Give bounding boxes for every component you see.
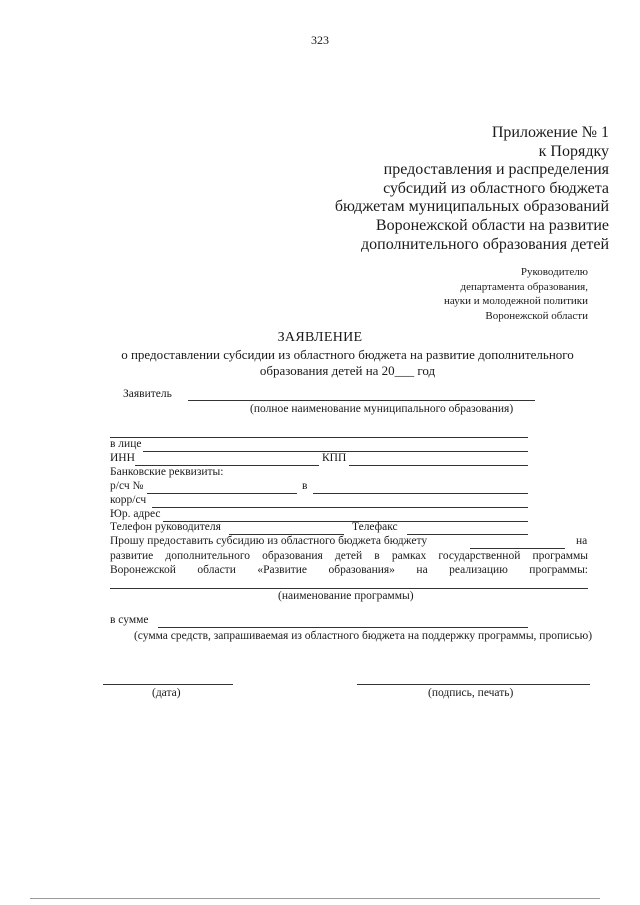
- addressee-line: науки и молодежной политики: [444, 295, 588, 307]
- corr-field[interactable]: [152, 507, 528, 508]
- statement-title: ЗАЯВЛЕНИЕ: [277, 330, 363, 345]
- statement-subtitle: о предоставлении субсидии из областного бюджета на развитие дополнительного образования детей на 20___ год: [121, 347, 574, 378]
- phone-label: Телефон руководителя: [110, 521, 221, 533]
- program-hint: (наименование программы): [278, 590, 414, 602]
- sum-label: в сумме: [110, 614, 149, 626]
- addressee-block: [444, 265, 588, 323]
- account-label: р/сч №: [110, 480, 144, 492]
- page-bottom-divider: [30, 898, 600, 899]
- bank-label: Банковские реквизиты:: [110, 466, 224, 478]
- appendix-line: предоставления и распределения: [383, 161, 609, 179]
- applicant-label: Заявитель: [123, 388, 172, 400]
- bank-name-field[interactable]: [313, 493, 528, 494]
- kpp-label: КПП: [322, 452, 347, 464]
- page-number: 323: [311, 33, 329, 47]
- sum-hint: (сумма средств, запрашиваемая из областного бюджета на поддержку программы, прописью): [133, 630, 593, 642]
- appendix-line: Воронежской области на развитие: [375, 216, 609, 234]
- sum-field[interactable]: [158, 627, 528, 628]
- in-label: в: [302, 480, 308, 492]
- applicant-hint: (полное наименование муниципального образования): [250, 403, 514, 415]
- signature-label: (подпись, печать): [428, 687, 514, 699]
- address-label: Юр. адрес: [110, 508, 161, 520]
- appendix-line: субсидий из областного бюджета: [383, 179, 609, 197]
- program-field[interactable]: [110, 588, 588, 589]
- account-field[interactable]: [147, 493, 297, 494]
- appendix-line: Приложение № 1: [491, 124, 609, 141]
- request-line-1-tail: на: [576, 535, 588, 547]
- inn-label: ИНН: [110, 452, 135, 464]
- appendix-line: бюджетам муниципальных образований: [334, 198, 609, 216]
- date-field[interactable]: [103, 684, 233, 685]
- request-line-2: развитие дополнительного образования детей в рамках государственной программы: [110, 550, 588, 562]
- addressee-line: Воронежской области: [485, 309, 588, 322]
- appendix-line: дополнительного образования детей: [361, 235, 609, 253]
- appendix-header: [335, 124, 609, 254]
- request-line-1: Прошу предоставить субсидию из областного бюджета бюджету: [110, 535, 428, 547]
- corr-label: корр/сч: [110, 494, 147, 506]
- fax-label: Телефакс: [352, 521, 398, 533]
- signature-field[interactable]: [357, 684, 590, 685]
- request-line-3: Воронежской области «Развитие образования» на реализацию программы:: [110, 564, 588, 576]
- addressee-line: департамента образования,: [460, 280, 588, 293]
- date-label: (дата): [152, 687, 181, 699]
- appendix-line: к Порядку: [538, 142, 609, 160]
- person-label: в лице: [110, 438, 142, 450]
- applicant-field[interactable]: [188, 400, 535, 401]
- addressee-line: Руководителю: [520, 266, 588, 278]
- applicant-extra-field[interactable]: [110, 437, 528, 438]
- kpp-field[interactable]: [349, 465, 528, 466]
